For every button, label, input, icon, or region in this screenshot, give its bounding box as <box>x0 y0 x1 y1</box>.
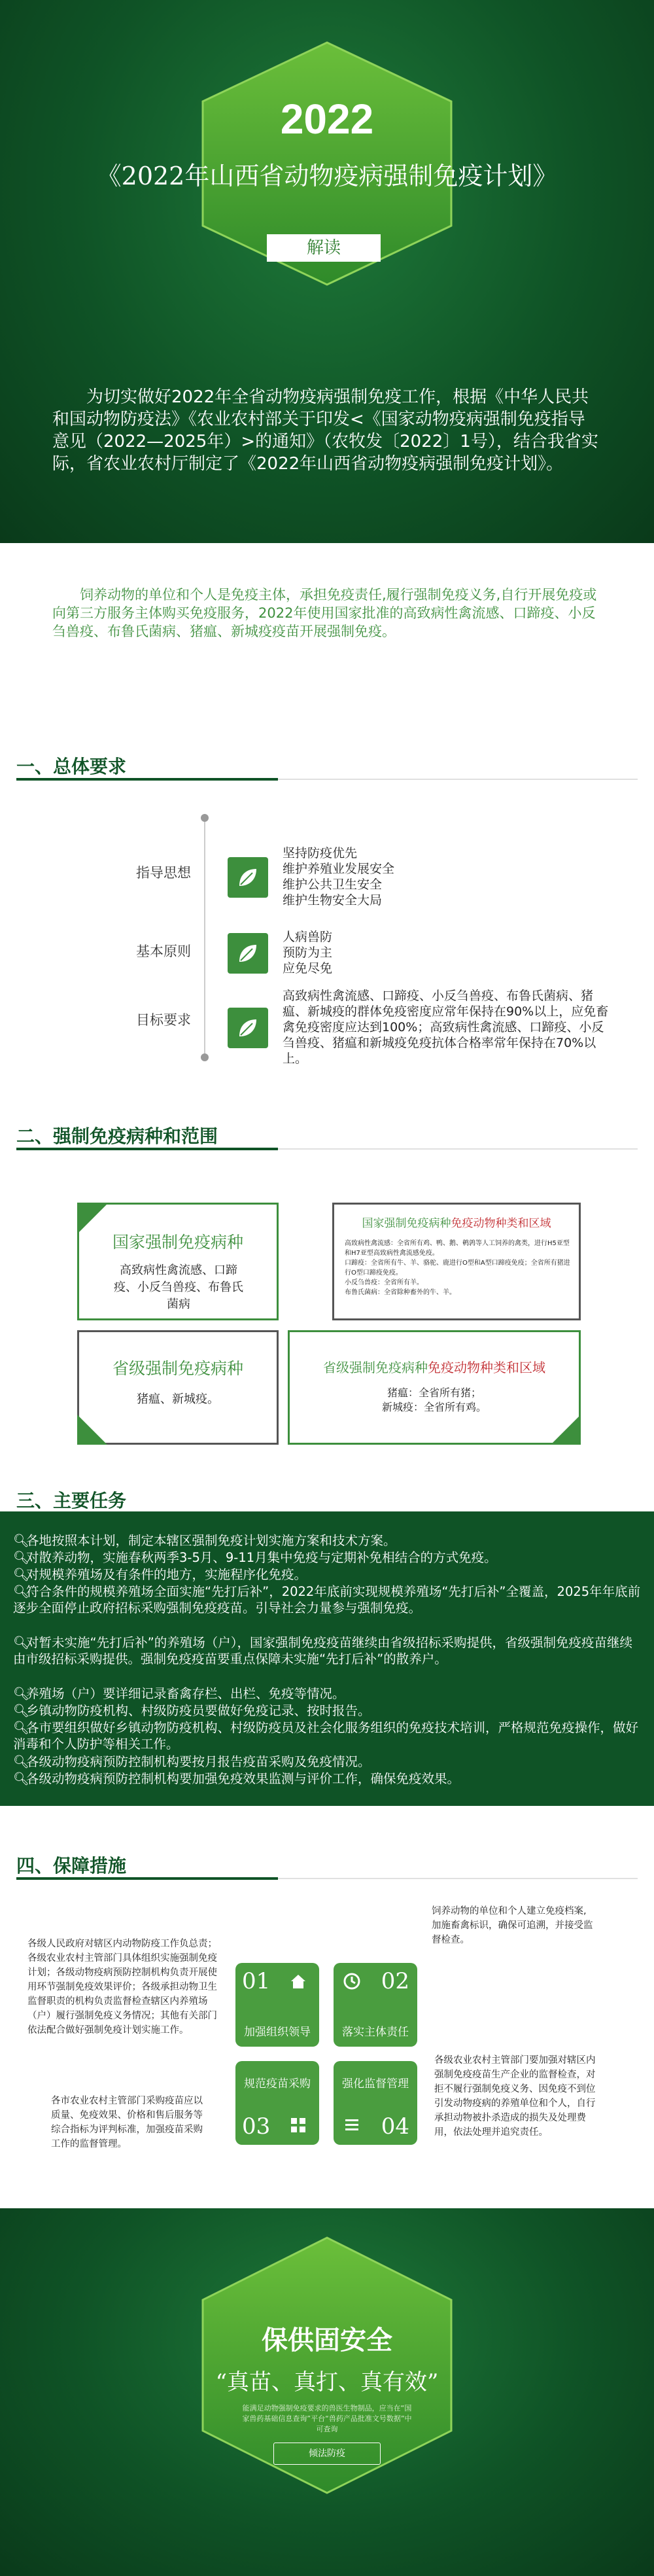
card-title: 国家强制免疫病种 <box>112 1233 243 1252</box>
text-line: 维护生物安全大局 <box>283 893 383 908</box>
task-item <box>13 1549 641 1566</box>
divider-accent <box>16 778 278 781</box>
target-requirements-text: 高致病性禽流感、口蹄疫、小反刍兽疫、布鲁氏菌病、猪瘟、新城疫的群体免疫密度应常年保持在90%以上，应免畜禽免疫密度应达到100%；高致病性禽流感、口蹄疫、小反刍兽疫、猪瘟和新城疫免疫抗体合格率常年保持在70%以上。 <box>283 989 609 1066</box>
clock-icon <box>343 1972 361 1990</box>
section-disease-scope-header <box>0 1116 654 1155</box>
divider-accent <box>16 1148 278 1150</box>
hero-year: 2022 <box>280 96 374 143</box>
provincial-diseases-card <box>77 1330 279 1445</box>
guiding-ideology-label: 指导思想 <box>136 865 191 881</box>
list-icon <box>343 2116 361 2134</box>
leaf-icon <box>228 933 268 974</box>
section-title: 二、强制免疫病种和范围 <box>16 1125 218 1147</box>
card-text: 高致病性禽流感、口蹄疫、小反刍兽疫、布鲁氏菌病 <box>114 1263 243 1311</box>
section-title: 三、主要任务 <box>16 1490 127 1511</box>
timeline-dot <box>201 814 209 822</box>
task-text: 各级动物疫病预防控制机构要加强免疫效果监测与评价工作，确保免疫效果。 <box>26 1771 460 1786</box>
title-part: 免疫动物种类和区域 <box>428 1360 545 1375</box>
tile-procurement <box>235 2061 319 2145</box>
tile-number: 01 <box>242 1968 271 1994</box>
footer-banner <box>0 2208 654 2576</box>
national-diseases-card <box>77 1203 279 1320</box>
footer-title: 保供固安全 <box>262 2325 392 2355</box>
magnifier-icon: 🔍︎ <box>13 1754 29 1769</box>
task-item <box>13 1583 641 1616</box>
divider-accent <box>16 1877 278 1880</box>
magnifier-icon: 🔍︎ <box>13 1533 29 1548</box>
section-title: 一、总体要求 <box>16 756 127 777</box>
tile-responsibility <box>334 1963 417 2047</box>
timeline-line <box>204 818 205 1060</box>
tile-organization <box>235 1963 319 2047</box>
tile-supervision <box>334 2061 417 2145</box>
tile-number: 04 <box>381 2113 409 2140</box>
task-text: 对暂未实施“先打后补”的养殖场（户），国家强制免疫疫苗继续由省级招标采购提供，省级强制免疫疫苗继续由市级招标采购提供。强制免疫疫苗要重点保障未实施“先打后补”的散养户。 <box>13 1635 632 1667</box>
hero-intro-text: 为切实做好2022年全省动物疫病强制免疫工作，根据《中华人民共和国动物防疫法》《农业农村部关于印发<《国家动物疫病强制免疫指导意见（2022—2025年）>的通知》（农牧发〔2022〕1号），结合我省实际，省农业农村厅制定了《2022年山西省动物疫病强制免疫计划》。 <box>52 387 598 474</box>
card-text <box>345 1239 572 1297</box>
tile-number: 03 <box>242 2113 271 2140</box>
tile-label: 规范疫苗采购 <box>244 2077 311 2091</box>
vaccine-procurement-text: 各市农业农村主管部门采购疫苗应以质量、免疫效果、价格和售后服务等综合指标为评判标准，加强疫苗采购工作的监督管理。 <box>51 2096 203 2149</box>
footer-note: 能满足动物强制免疫要求的兽医生物制品，应当在“国家兽药基础信息查询”平台“兽药产品批准文号数据”中可查询 <box>242 2404 412 2433</box>
card-text <box>290 1386 579 1415</box>
task-text: 对散养动物，实施春秋两季3-5月、9-11月集中免疫与定期补免相结合的方式免疫。 <box>26 1550 497 1565</box>
text-line: 口蹄疫：全省所有牛、羊、骆驼、鹿进行O型和A型口蹄疫免疫；全省所有猪进行O型口蹄疫免疫。 <box>345 1260 570 1277</box>
national-scope-card <box>332 1203 581 1320</box>
card-title <box>334 1214 579 1230</box>
task-text: 养殖场（户）要详细记录畜禽存栏、出栏、免疫等情况。 <box>26 1686 345 1701</box>
basic-principles-text <box>283 929 610 976</box>
magnifier-icon: 🔍︎ <box>13 1686 29 1701</box>
timeline-dot <box>201 1053 209 1061</box>
task-text: 各级动物疫病预防控制机构要按月报告疫苗采购及免疫情况。 <box>26 1754 371 1769</box>
text-line: 猪瘟：全省所有猪； <box>387 1386 481 1399</box>
section-title: 四、保障措施 <box>16 1855 127 1877</box>
text-line: 应免尽免 <box>283 961 333 976</box>
text-line: 布鲁氏菌病：全省除种畜外的牛、羊。 <box>345 1289 456 1296</box>
section-safeguards-header <box>0 1845 654 1884</box>
text-line: 维护公共卫生安全 <box>283 877 383 892</box>
home-icon <box>289 1972 307 1990</box>
grid-icon <box>289 2116 307 2134</box>
card-title <box>290 1357 579 1376</box>
section-general-requirements-header <box>0 746 654 785</box>
hero-banner <box>0 0 654 543</box>
card-text: 猪瘟、新城疫。 <box>137 1392 219 1406</box>
tile-label: 强化监督管理 <box>342 2077 409 2091</box>
corner-decoration <box>551 1415 581 1445</box>
text-line: 维护养殖业发展安全 <box>283 862 395 876</box>
tile-number: 02 <box>381 1968 409 1994</box>
task-text: 各地按照本计划，制定本辖区强制免疫计划实施方案和技术方案。 <box>26 1533 396 1548</box>
task-item <box>13 1532 641 1549</box>
text-line: 高致病性禽流感：全省所有鸡、鸭、鹅、鹌鹑等人工饲养的禽类，进行H5亚型和H7亚型高致病性禽流感免疫。 <box>345 1240 570 1257</box>
magnifier-icon: 🔍︎ <box>13 1771 29 1786</box>
text-line: 预防为主 <box>283 945 333 960</box>
immunization-subject-text: 饲养动物的单位和个人是免疫主体，承担免疫责任,履行强制免疫义务,自行开展免疫或向第三方服务主体购买免疫服务，2022年使用国家批准的高致病性禽流感、口蹄疫、小反刍兽疫、布鲁氏菌病、猪瘟、新城疫疫苗开展强制免疫。 <box>52 587 597 639</box>
task-text: 各市要组织做好乡镇动物防疫机构、村级防疫员及社会化服务组织的免疫技术培训，严格规范免疫操作，做好消毒和个人防护等相关工作。 <box>13 1720 639 1752</box>
task-text: 乡镇动物防疫机构、村级防疫员要做好免疫记录、按时报告。 <box>26 1703 371 1718</box>
organization-leadership-text: 各级人民政府对辖区内动物防疫工作负总责；各级农业农村主管部门具体组织实施强制免疫计划；各级动物疫病预防控制机构负责开展使用环节强制免疫效果评价；各级承担动物卫生监督职责的机构负责监督检查辖区内养殖场（户）履行强制免疫义务情况；其他有关部门依法配合做好强制免疫计划实施工作。 <box>27 1939 217 2036</box>
card-title: 省级强制免疫病种 <box>112 1359 243 1378</box>
task-item <box>13 1771 641 1787</box>
magnifier-icon: 🔍︎ <box>13 1720 29 1735</box>
leaf-icon <box>228 857 268 898</box>
basic-principles-label: 基本原则 <box>136 944 191 959</box>
task-text: 符合条件的规模养殖场全面实施“先打后补”，2022年底前实现规模养殖场“先打后补”全覆盖，2025年年底前逐步全面停止政府招标采购强制免疫疫苗。引导社会力量参与强制免疫。 <box>13 1584 641 1615</box>
magnifier-icon: 🔍︎ <box>13 1550 29 1565</box>
title-part: 免疫动物种类和区域 <box>451 1217 551 1230</box>
target-requirements-label: 目标要求 <box>136 1012 191 1028</box>
text-line: 新城疫：全省所有鸡。 <box>381 1401 487 1413</box>
tile-label: 落实主体责任 <box>342 2026 409 2039</box>
footer-slogan: “真苗、真打、真有效” <box>215 2369 439 2395</box>
text-line: 坚持防疫优先 <box>283 846 358 860</box>
task-item <box>13 1720 641 1752</box>
text-line: 小反刍兽疫：全省所有羊。 <box>345 1279 423 1286</box>
task-item <box>13 1703 641 1719</box>
footer-button[interactable]: 倾法防疫 <box>273 2443 381 2465</box>
supervision-text: 各级农业农村主管部门要加强对辖区内强制免疫疫苗生产企业的监督检查，对拒不履行强制免疫义务、因免疫不到位引发动物疫病的养殖单位和个人，自行承担动物被扑杀造成的损失及处理费用，依法处理并追究责任。 <box>434 2055 596 2138</box>
tile-label: 加强组织领导 <box>244 2026 311 2039</box>
task-text: 对规模养殖场及有条件的地方，实施程序化免疫。 <box>26 1567 307 1582</box>
guiding-ideology-text <box>283 845 610 908</box>
subject-responsibility-text: 饲养动物的单位和个人建立免疫档案,加施畜禽标识，确保可追溯，并接受监督检查。 <box>432 1906 593 1945</box>
task-item <box>13 1566 641 1583</box>
title-part: 省级强制免疫病种 <box>323 1360 428 1375</box>
task-item <box>13 1685 641 1702</box>
main-tasks-panel <box>0 1511 654 1806</box>
magnifier-icon: 🔍︎ <box>13 1635 29 1650</box>
title-part: 国家强制免疫病种 <box>362 1217 451 1230</box>
interpret-button[interactable]: 解读 <box>267 234 381 262</box>
magnifier-icon: 🔍︎ <box>13 1584 29 1599</box>
magnifier-icon: 🔍︎ <box>13 1567 29 1582</box>
leaf-icon <box>228 1008 268 1048</box>
hero-title: 《2022年山西省动物疫病强制免疫计划》 <box>96 162 558 190</box>
provincial-scope-card <box>288 1330 581 1445</box>
magnifier-icon: 🔍︎ <box>13 1703 29 1718</box>
task-item <box>13 1754 641 1770</box>
text-line: 人病兽防 <box>283 930 333 944</box>
task-item <box>13 1634 641 1667</box>
corner-decoration <box>77 1415 107 1445</box>
